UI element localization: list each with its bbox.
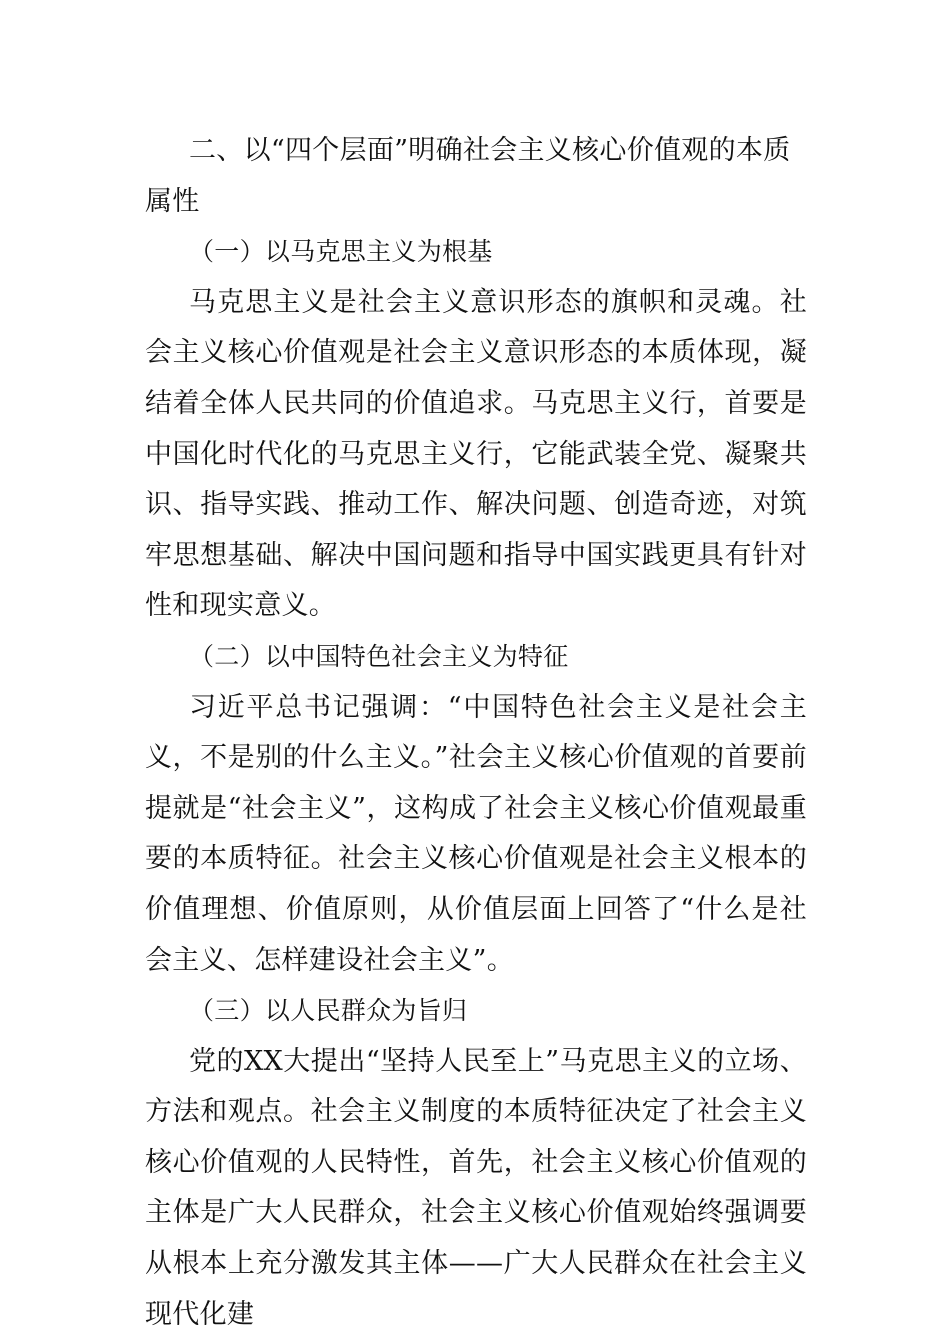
document-body xyxy=(145,126,807,1340)
subsection-heading-3: （三）以人民群众为旨归 xyxy=(189,996,468,1026)
section-title: 二、以“四个层面”明确社会主义核心价值观的本质属性 xyxy=(145,135,791,217)
body-paragraph-3: 党的XX大提出“坚持人民至上”马克思主义的立场、方法和观点。社会主义制度的本质特征决定了社会主义核心价值观的人民特性，首先，社会主义核心价值观的主体是广大人民群众，社会主义核心价值观始终强调要从根本上充分激发其主体——广大人民群众在社会主义现代化建 xyxy=(145,1045,807,1330)
subsection-heading-2: （二）以中国特色社会主义为特征 xyxy=(189,641,569,671)
body-paragraph-1: 马克思主义是社会主义意识形态的旗帜和灵魂。社会主义核心价值观是社会主义意识形态的本质体现，凝结着全体人民共同的价值追求。马克思主义行，首要是中国化时代化的马克思主义行，它能武装全党、凝聚共识、指导实践、推动工作、解决问题、创造奇迹，对筑牢思想基础、解决中国问题和指导中国实践更具有针对性和现实意义。 xyxy=(145,286,807,622)
body-paragraph-2: 习近平总书记强调：“中国特色社会主义是社会主义，不是别的什么主义。”社会主义核心价值观的首要前提就是“社会主义”，这构成了社会主义核心价值观最重要的本质特征。社会主义核心价值观是社会主义根本的价值理想、价值原则，从价值层面上回答了“什么是社会主义、怎样建设社会主义”。 xyxy=(145,691,807,976)
subsection-heading-1: （一）以马克思主义为根基 xyxy=(189,237,493,267)
